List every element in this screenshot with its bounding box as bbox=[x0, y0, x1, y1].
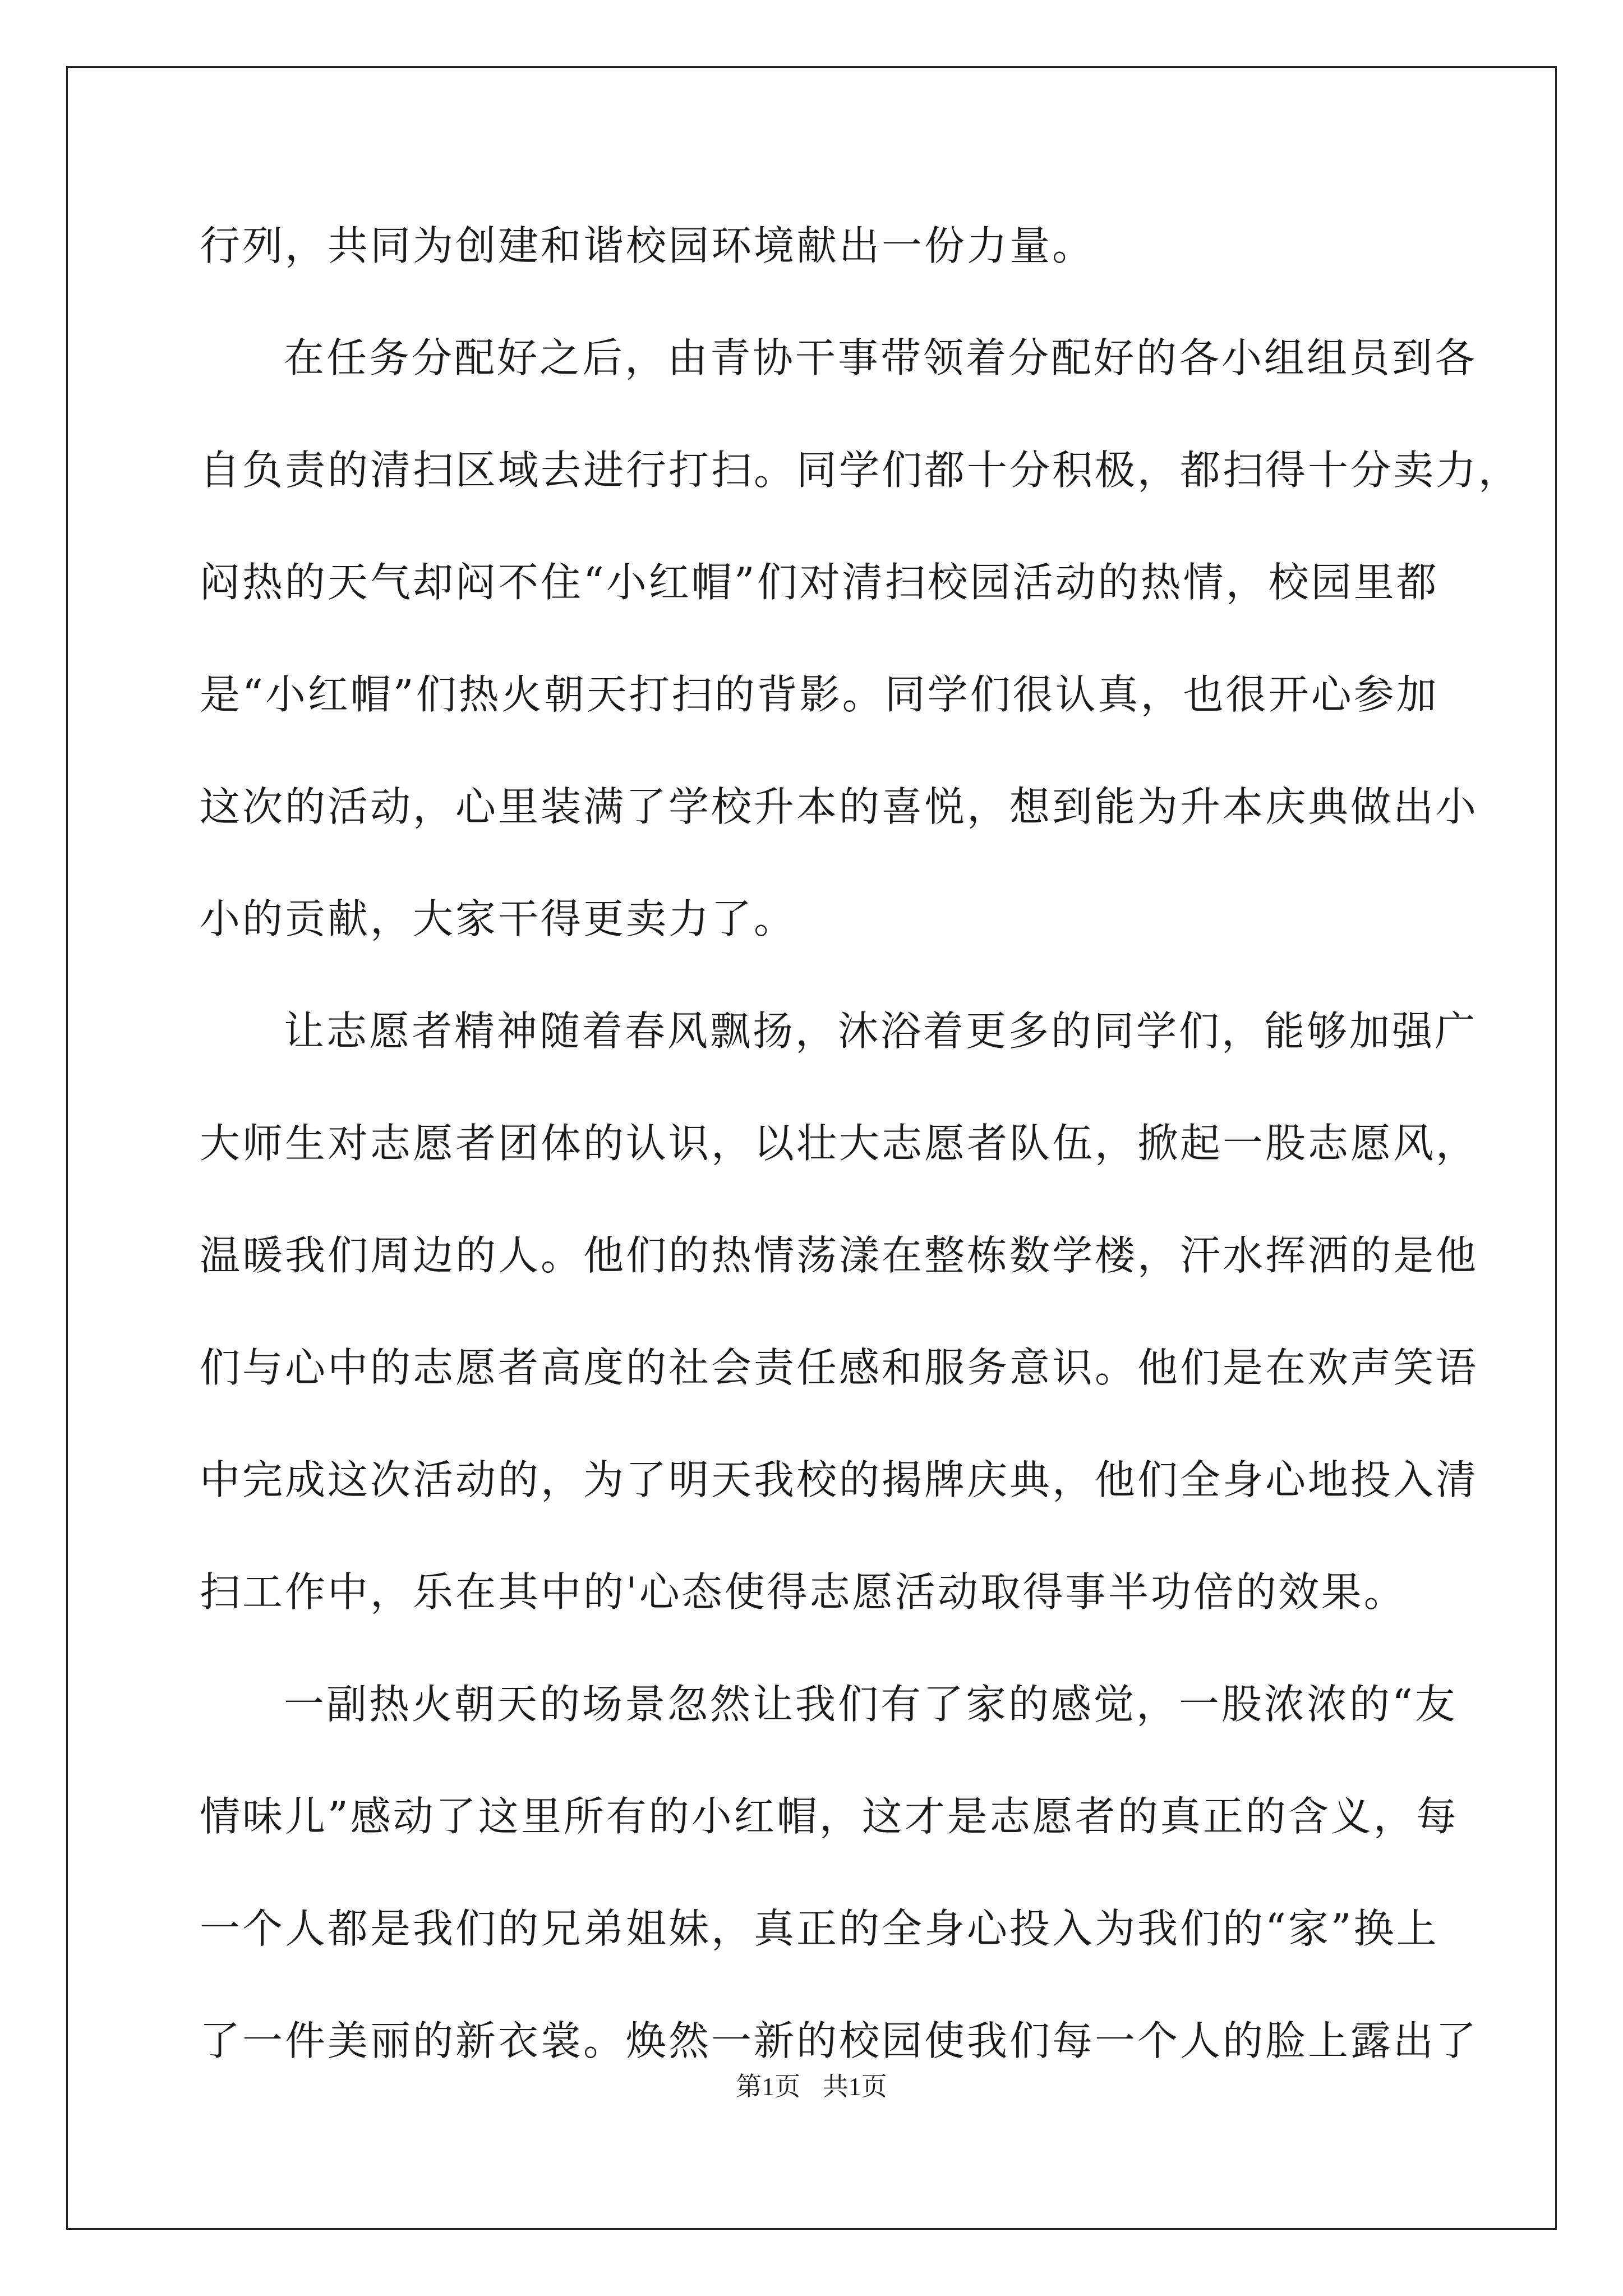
text-line: 中完成这次活动的，为了明天我校的揭牌庆典，他们全身心地投入清 bbox=[200, 1456, 1479, 1503]
text-line: 是“小红帽”们热火朝天打扫的背影。同学们很认真，也很开心参加 bbox=[200, 671, 1439, 718]
text-line: 温暖我们周边的人。他们的热情荡漾在整栋数学楼，汗水挥洒的是他 bbox=[200, 1232, 1479, 1279]
page-footer bbox=[0, 2070, 1623, 2104]
text-line: 大师生对志愿者团体的认识，以壮大志愿者队伍，掀起一股志愿风， bbox=[200, 1120, 1479, 1167]
text-line: 们与心中的志愿者高度的社会责任感和服务意识。他们是在欢声笑语 bbox=[200, 1344, 1479, 1391]
page-number-total: 共1页 bbox=[822, 2072, 887, 2101]
paragraph-first-line: 一副热火朝天的场景忽然让我们有了家的感觉，一股浓浓的“友 bbox=[284, 1681, 1458, 1728]
text-line: 自负责的清扫区域去进行打扫。同学们都十分积极，都扫得十分卖力， bbox=[200, 447, 1521, 494]
text-line: 行列，共同为创建和谐校园环境献出一份力量。 bbox=[200, 222, 1095, 269]
text-line: 情味儿”感动了这里所有的小红帽，这才是志愿者的真正的含义，每 bbox=[200, 1793, 1459, 1840]
text-line: 闷热的天气却闷不住“小红帽”们对清扫校园活动的热情，校园里都 bbox=[200, 559, 1439, 606]
text-line: 这次的活动，心里装满了学校升本的喜悦，想到能为升本庆典做出小 bbox=[200, 783, 1479, 830]
paragraph-first-line: 在任务分配好之后，由青协干事带领着分配好的各小组组员到各 bbox=[284, 334, 1478, 381]
paragraph-first-line: 让志愿者精神随着春风飘扬，沐浴着更多的同学们，能够加强广 bbox=[284, 1007, 1478, 1055]
page-number-current: 第1页 bbox=[736, 2072, 801, 2101]
text-line: 一个人都是我们的兄弟姐妹，真正的全身心投入为我们的“家”换上 bbox=[200, 1905, 1439, 1952]
text-line: 小的贡献，大家干得更卖力了。 bbox=[200, 895, 797, 942]
text-line: 了一件美丽的新衣裳。焕然一新的校园使我们每一个人的脸上露出了 bbox=[200, 2017, 1479, 2064]
text-line: 扫工作中，乐在其中的'心态使得志愿活动取得事半功倍的效果。 bbox=[200, 1568, 1407, 1616]
